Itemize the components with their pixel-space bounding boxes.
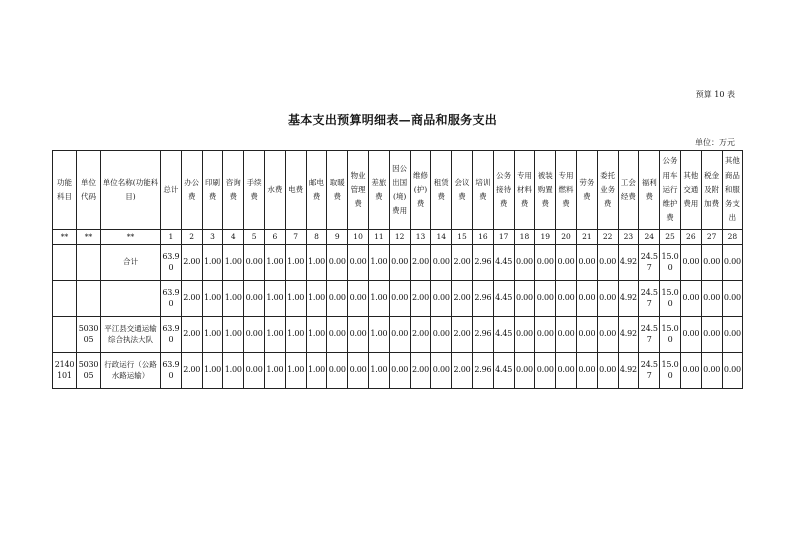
value-cell: 0.00 bbox=[244, 245, 265, 281]
unit-name-cell bbox=[101, 281, 161, 317]
table-row bbox=[53, 317, 743, 353]
value-cell: 0.00 bbox=[680, 353, 701, 389]
unit-code-cell: 503005 bbox=[77, 317, 101, 353]
value-cell: 0.00 bbox=[431, 317, 452, 353]
column-index: 1 bbox=[161, 230, 182, 245]
value-cell: 15.00 bbox=[660, 317, 681, 353]
column-header: 功能科目 bbox=[53, 151, 77, 230]
unit-code-cell: 503005 bbox=[77, 353, 101, 389]
value-cell: 0.00 bbox=[514, 281, 535, 317]
value-cell: 1.00 bbox=[264, 245, 285, 281]
column-header: 手续费 bbox=[244, 151, 265, 230]
function-code-cell bbox=[53, 281, 77, 317]
column-header: 办公费 bbox=[181, 151, 202, 230]
function-code-cell bbox=[53, 245, 77, 281]
value-cell: 24.57 bbox=[639, 353, 660, 389]
value-cell: 1.00 bbox=[202, 281, 223, 317]
value-cell: 0.00 bbox=[556, 353, 577, 389]
column-index: 6 bbox=[264, 230, 285, 245]
column-index: 4 bbox=[223, 230, 244, 245]
value-cell: 4.45 bbox=[493, 245, 514, 281]
value-cell: 1.00 bbox=[285, 317, 306, 353]
value-cell: 0.00 bbox=[514, 245, 535, 281]
value-cell: 0.00 bbox=[576, 281, 597, 317]
value-cell: 1.00 bbox=[306, 245, 327, 281]
value-cell: 0.00 bbox=[244, 281, 265, 317]
function-code-cell: 2140101 bbox=[53, 353, 77, 389]
value-cell: 63.90 bbox=[161, 317, 182, 353]
column-header: 被装购置费 bbox=[535, 151, 556, 230]
value-cell: 0.00 bbox=[722, 353, 743, 389]
table-row bbox=[53, 353, 743, 389]
value-cell: 15.00 bbox=[660, 281, 681, 317]
value-cell: 2.00 bbox=[181, 245, 202, 281]
value-cell: 1.00 bbox=[285, 281, 306, 317]
column-header: 单位名称(功能科目) bbox=[101, 151, 161, 230]
column-header: 总计 bbox=[161, 151, 182, 230]
value-cell: 2.96 bbox=[472, 281, 493, 317]
value-cell: 2.00 bbox=[410, 353, 431, 389]
column-header: 电费 bbox=[285, 151, 306, 230]
value-cell: 0.00 bbox=[701, 245, 722, 281]
value-cell: 0.00 bbox=[327, 245, 348, 281]
value-cell: 0.00 bbox=[514, 317, 535, 353]
value-cell: 24.57 bbox=[639, 245, 660, 281]
column-index: 12 bbox=[389, 230, 410, 245]
column-header: 印刷费 bbox=[202, 151, 223, 230]
column-header: 邮电费 bbox=[306, 151, 327, 230]
column-index: 10 bbox=[348, 230, 369, 245]
value-cell: 0.00 bbox=[514, 353, 535, 389]
column-header: 维修(护)费 bbox=[410, 151, 431, 230]
unit-name-cell: 合计 bbox=[101, 245, 161, 281]
column-index: 3 bbox=[202, 230, 223, 245]
value-cell: 0.00 bbox=[701, 281, 722, 317]
value-cell: 0.00 bbox=[576, 317, 597, 353]
value-cell: 0.00 bbox=[576, 353, 597, 389]
value-cell: 0.00 bbox=[597, 281, 618, 317]
column-index: 27 bbox=[701, 230, 722, 245]
column-index: 2 bbox=[181, 230, 202, 245]
value-cell: 1.00 bbox=[368, 317, 389, 353]
value-cell: 1.00 bbox=[264, 317, 285, 353]
unit-label: 单位：万元 bbox=[695, 138, 735, 147]
value-cell: 1.00 bbox=[306, 317, 327, 353]
column-index: 5 bbox=[244, 230, 265, 245]
column-header: 公务用车运行维护费 bbox=[660, 151, 681, 230]
column-index: 11 bbox=[368, 230, 389, 245]
value-cell: 0.00 bbox=[535, 245, 556, 281]
value-cell: 0.00 bbox=[597, 353, 618, 389]
value-cell: 4.45 bbox=[493, 353, 514, 389]
column-header: 委托业务费 bbox=[597, 151, 618, 230]
column-header: 其他商品和服务支出 bbox=[722, 151, 743, 230]
value-cell: 0.00 bbox=[722, 245, 743, 281]
column-header: 专用材料费 bbox=[514, 151, 535, 230]
column-header: 会议费 bbox=[452, 151, 473, 230]
page-title: 基本支出预算明细表—商品和服务支出 bbox=[287, 113, 498, 127]
value-cell: 2.00 bbox=[181, 317, 202, 353]
column-index: 23 bbox=[618, 230, 639, 245]
column-header: 福利费 bbox=[639, 151, 660, 230]
column-header: 劳务费 bbox=[576, 151, 597, 230]
value-cell: 1.00 bbox=[223, 353, 244, 389]
value-cell: 0.00 bbox=[556, 281, 577, 317]
value-cell: 1.00 bbox=[223, 245, 244, 281]
column-index: ** bbox=[101, 230, 161, 245]
value-cell: 1.00 bbox=[306, 353, 327, 389]
value-cell: 1.00 bbox=[368, 281, 389, 317]
function-code-cell bbox=[53, 317, 77, 353]
value-cell: 2.00 bbox=[410, 281, 431, 317]
value-cell: 0.00 bbox=[327, 281, 348, 317]
value-cell: 0.00 bbox=[535, 317, 556, 353]
column-header: 取暖费 bbox=[327, 151, 348, 230]
column-header: 专用燃料费 bbox=[556, 151, 577, 230]
value-cell: 2.96 bbox=[472, 353, 493, 389]
value-cell: 1.00 bbox=[202, 317, 223, 353]
value-cell: 1.00 bbox=[285, 353, 306, 389]
value-cell: 4.45 bbox=[493, 281, 514, 317]
header-row bbox=[53, 151, 743, 230]
column-index: 28 bbox=[722, 230, 743, 245]
value-cell: 2.00 bbox=[181, 281, 202, 317]
column-index: 14 bbox=[431, 230, 452, 245]
value-cell: 1.00 bbox=[264, 281, 285, 317]
column-index: 19 bbox=[535, 230, 556, 245]
value-cell: 0.00 bbox=[327, 317, 348, 353]
value-cell: 0.00 bbox=[431, 281, 452, 317]
value-cell: 2.00 bbox=[452, 281, 473, 317]
column-index: 17 bbox=[493, 230, 514, 245]
value-cell: 0.00 bbox=[348, 353, 369, 389]
column-header: 工会经费 bbox=[618, 151, 639, 230]
table-row bbox=[53, 281, 743, 317]
value-cell: 0.00 bbox=[244, 317, 265, 353]
value-cell: 0.00 bbox=[680, 281, 701, 317]
value-cell: 0.00 bbox=[597, 317, 618, 353]
column-header: 差旅费 bbox=[368, 151, 389, 230]
column-index: 7 bbox=[285, 230, 306, 245]
column-index: 15 bbox=[452, 230, 473, 245]
value-cell: 2.00 bbox=[452, 245, 473, 281]
column-header: 培训费 bbox=[472, 151, 493, 230]
value-cell: 0.00 bbox=[348, 245, 369, 281]
value-cell: 1.00 bbox=[306, 281, 327, 317]
column-index: 18 bbox=[514, 230, 535, 245]
column-header: 税金及附加费 bbox=[701, 151, 722, 230]
value-cell: 63.90 bbox=[161, 281, 182, 317]
value-cell: 0.00 bbox=[389, 353, 410, 389]
value-cell: 0.00 bbox=[722, 317, 743, 353]
value-cell: 1.00 bbox=[285, 245, 306, 281]
value-cell: 0.00 bbox=[701, 317, 722, 353]
value-cell: 15.00 bbox=[660, 353, 681, 389]
value-cell: 4.92 bbox=[618, 317, 639, 353]
value-cell: 63.90 bbox=[161, 245, 182, 281]
value-cell: 63.90 bbox=[161, 353, 182, 389]
value-cell: 4.92 bbox=[618, 245, 639, 281]
column-header: 公务接待费 bbox=[493, 151, 514, 230]
value-cell: 0.00 bbox=[348, 317, 369, 353]
column-index: ** bbox=[77, 230, 101, 245]
value-cell: 1.00 bbox=[202, 353, 223, 389]
value-cell: 2.96 bbox=[472, 317, 493, 353]
value-cell: 0.00 bbox=[389, 317, 410, 353]
value-cell: 1.00 bbox=[264, 353, 285, 389]
budget-table bbox=[52, 150, 743, 389]
column-index: 16 bbox=[472, 230, 493, 245]
budget-table-body bbox=[53, 151, 743, 389]
column-header: 其他交通费用 bbox=[680, 151, 701, 230]
column-index: 20 bbox=[556, 230, 577, 245]
unit-code-cell bbox=[77, 281, 101, 317]
value-cell: 0.00 bbox=[389, 281, 410, 317]
value-cell: 2.00 bbox=[452, 353, 473, 389]
column-index: 22 bbox=[597, 230, 618, 245]
value-cell: 2.00 bbox=[410, 245, 431, 281]
value-cell: 0.00 bbox=[431, 353, 452, 389]
value-cell: 24.57 bbox=[639, 281, 660, 317]
value-cell: 0.00 bbox=[431, 245, 452, 281]
value-cell: 0.00 bbox=[722, 281, 743, 317]
value-cell: 0.00 bbox=[680, 245, 701, 281]
value-cell: 2.00 bbox=[452, 317, 473, 353]
value-cell: 4.92 bbox=[618, 281, 639, 317]
value-cell: 1.00 bbox=[202, 245, 223, 281]
value-cell: 0.00 bbox=[576, 245, 597, 281]
value-cell: 0.00 bbox=[389, 245, 410, 281]
unit-code-cell bbox=[77, 245, 101, 281]
value-cell: 15.00 bbox=[660, 245, 681, 281]
value-cell: 4.92 bbox=[618, 353, 639, 389]
value-cell: 0.00 bbox=[348, 281, 369, 317]
column-index-row bbox=[53, 230, 743, 245]
value-cell: 0.00 bbox=[556, 245, 577, 281]
column-index: 8 bbox=[306, 230, 327, 245]
value-cell: 0.00 bbox=[556, 317, 577, 353]
value-cell: 1.00 bbox=[223, 281, 244, 317]
column-index: 9 bbox=[327, 230, 348, 245]
column-header: 物业管理费 bbox=[348, 151, 369, 230]
value-cell: 2.96 bbox=[472, 245, 493, 281]
value-cell: 2.00 bbox=[410, 317, 431, 353]
table-number: 预算 10 表 bbox=[695, 90, 735, 99]
column-index: 21 bbox=[576, 230, 597, 245]
column-index: 25 bbox=[660, 230, 681, 245]
value-cell: 0.00 bbox=[535, 281, 556, 317]
table-row bbox=[53, 245, 743, 281]
value-cell: 1.00 bbox=[223, 317, 244, 353]
value-cell: 0.00 bbox=[597, 245, 618, 281]
value-cell: 0.00 bbox=[244, 353, 265, 389]
column-index: 13 bbox=[410, 230, 431, 245]
value-cell: 0.00 bbox=[680, 317, 701, 353]
value-cell: 24.57 bbox=[639, 317, 660, 353]
value-cell: 2.00 bbox=[181, 353, 202, 389]
value-cell: 4.45 bbox=[493, 317, 514, 353]
value-cell: 1.00 bbox=[368, 245, 389, 281]
column-index: ** bbox=[53, 230, 77, 245]
column-header: 租赁费 bbox=[431, 151, 452, 230]
value-cell: 0.00 bbox=[327, 353, 348, 389]
unit-name-cell: 平江县交通运输综合执法大队 bbox=[101, 317, 161, 353]
column-index: 24 bbox=[639, 230, 660, 245]
column-header: 因公出国(境)费用 bbox=[389, 151, 410, 230]
unit-name-cell: 行政运行（公路水路运输） bbox=[101, 353, 161, 389]
column-header: 水费 bbox=[264, 151, 285, 230]
column-header: 咨询费 bbox=[223, 151, 244, 230]
column-header: 单位代码 bbox=[77, 151, 101, 230]
value-cell: 0.00 bbox=[701, 353, 722, 389]
value-cell: 1.00 bbox=[368, 353, 389, 389]
value-cell: 0.00 bbox=[535, 353, 556, 389]
column-index: 26 bbox=[680, 230, 701, 245]
